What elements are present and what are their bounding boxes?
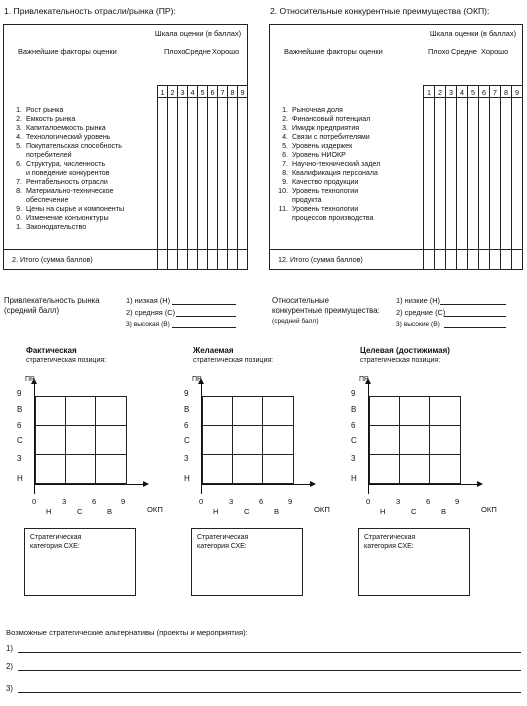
right-score-7: 7 xyxy=(490,86,501,98)
left-scale-header: Шкала оценки (в баллах) xyxy=(154,29,242,38)
right-score-2: 2 xyxy=(435,86,446,98)
left-score-column[interactable] xyxy=(228,98,238,250)
actual-x-level: Н xyxy=(46,507,52,516)
alternative-3-field[interactable] xyxy=(18,692,521,693)
right-factor-text: Финансовый потенциал xyxy=(292,114,371,123)
left-score-7: 7 xyxy=(218,86,228,98)
desired-position-subtitle: стратегическая позиция: xyxy=(193,357,274,364)
left-option-high: 3) высокая (В) xyxy=(126,321,170,328)
right-score-column[interactable] xyxy=(479,98,490,250)
actual-x-tick: 0 xyxy=(32,497,37,506)
right-factor-item xyxy=(274,196,423,205)
right-option-low-field[interactable] xyxy=(440,304,506,305)
right-factor-table xyxy=(269,24,523,270)
left-factor-text: Законодательство xyxy=(26,222,87,231)
desired-y-axis-label: ПР xyxy=(192,376,202,383)
right-total-cell[interactable] xyxy=(501,250,512,270)
desired-x-axis-label: ОКП xyxy=(314,505,330,514)
left-panel-title: 1. Привлекательность отрасли/рынка (ПР): xyxy=(4,6,176,16)
right-factors-header: Важнейшие факторы оценки xyxy=(284,47,383,56)
left-factor-item xyxy=(8,178,157,187)
right-factor-number xyxy=(274,196,292,205)
right-factor-text: Научно-технический задел xyxy=(292,159,381,168)
left-factor-text: Технологический уровень xyxy=(26,132,111,141)
left-factor-text: Емкость рынка xyxy=(26,114,76,123)
right-factor-item xyxy=(274,133,423,142)
alternative-2-field[interactable] xyxy=(18,670,521,671)
actual-grid-column-line xyxy=(95,397,96,483)
left-factor-number xyxy=(8,151,26,160)
left-score-4: 4 xyxy=(188,86,198,98)
left-total-cell[interactable] xyxy=(158,250,168,270)
right-score-4: 4 xyxy=(457,86,468,98)
left-average-label: Привлекательность рынка xyxy=(4,296,100,305)
right-score-column[interactable] xyxy=(424,98,435,250)
desired-position-grid[interactable] xyxy=(202,396,294,484)
left-factor-item xyxy=(8,106,157,115)
right-level-bad: Плохо xyxy=(428,47,450,56)
left-score-5: 5 xyxy=(198,86,208,98)
actual-x-level: В xyxy=(107,507,113,516)
left-score-2: 2 xyxy=(168,86,178,98)
left-factor-number: 9. xyxy=(16,204,22,213)
right-factor-number: 8. xyxy=(282,168,288,177)
alternatives-title: Возможные стратегические альтернативы (проекты и мероприятия): xyxy=(6,628,248,637)
left-level-mid: Средне xyxy=(185,47,211,56)
right-score-5: 5 xyxy=(468,86,479,98)
left-score-column[interactable] xyxy=(158,98,168,250)
left-factor-number xyxy=(8,169,26,178)
right-score-3: 3 xyxy=(446,86,457,98)
actual-position-subtitle: стратегическая позиция: xyxy=(26,357,107,364)
right-score-column[interactable] xyxy=(435,98,446,250)
alternative-3-label: 3) xyxy=(6,684,13,693)
actual-x-tick: 9 xyxy=(121,497,126,506)
target-x-level: С xyxy=(411,507,417,516)
left-factor-text: Цены на сырье и компоненты xyxy=(26,204,125,213)
left-factor-item xyxy=(8,160,157,169)
left-score-column[interactable] xyxy=(198,98,208,250)
left-level-bad: Плохо xyxy=(164,47,186,56)
left-factor-number: 7. xyxy=(16,177,22,186)
left-factor-number: 6. xyxy=(16,159,22,168)
right-score-9: 9 xyxy=(512,86,523,98)
right-score-column[interactable] xyxy=(457,98,468,250)
right-option-high: 3) высокие (В) xyxy=(396,321,440,328)
target-grid-column-line xyxy=(429,397,430,483)
actual-x-axis-label: ОКП xyxy=(147,505,163,514)
target-x-level: Н xyxy=(380,507,386,516)
target-x-axis xyxy=(368,484,478,485)
left-option-high-field[interactable] xyxy=(172,327,236,328)
left-option-mid: 2) средняя (С) xyxy=(126,308,176,317)
left-level-good: Хорошо xyxy=(212,47,240,56)
actual-grid-column-line xyxy=(65,397,66,483)
left-factor-item xyxy=(8,142,157,151)
right-factor-text: Рыночная доля xyxy=(292,105,343,114)
actual-position-grid[interactable] xyxy=(35,396,127,484)
left-score-8: 8 xyxy=(228,86,238,98)
actual-y-tick: 3 xyxy=(17,454,22,463)
desired-x-axis xyxy=(201,484,311,485)
right-total-cell[interactable] xyxy=(490,250,501,270)
left-score-column[interactable] xyxy=(188,98,198,250)
left-average-sublabel: (средний балл) xyxy=(4,306,60,315)
right-total-cell[interactable] xyxy=(424,250,435,270)
left-factor-text: Рост рынка xyxy=(26,105,64,114)
left-total-cell[interactable] xyxy=(168,250,178,270)
left-total-label xyxy=(4,250,158,270)
right-option-high-field[interactable] xyxy=(444,327,506,328)
right-average-label: Относительные xyxy=(272,296,329,305)
actual-y-axis-label: ПР xyxy=(25,376,35,383)
target-y-axis-label: ПР xyxy=(359,376,369,383)
left-score-column[interactable] xyxy=(218,98,228,250)
right-score-6: 6 xyxy=(479,86,490,98)
right-factor-number xyxy=(274,214,292,223)
right-option-mid-field[interactable] xyxy=(444,316,506,317)
left-factor-list xyxy=(4,98,157,232)
right-factor-item xyxy=(274,115,423,124)
desired-x-level: В xyxy=(274,507,280,516)
actual-position-title: Фактическая xyxy=(26,346,77,355)
target-y-tick: В xyxy=(351,405,357,414)
right-factor-item xyxy=(274,106,423,115)
right-panel-title: 2. Относительные конкурентные преимущества (ОКП): xyxy=(270,6,490,16)
actual-y-tick: В xyxy=(17,405,23,414)
right-factor-text: Уровень издержек xyxy=(292,141,353,150)
target-position-title: Целевая (достижимая) xyxy=(360,346,450,355)
left-factor-text: Материально-техническое xyxy=(26,186,114,195)
left-total-cell[interactable] xyxy=(238,250,248,270)
left-factor-number: 4. xyxy=(16,132,22,141)
target-grid-row-line xyxy=(370,454,460,455)
right-total-label xyxy=(270,250,424,270)
actual-y-tick: 6 xyxy=(17,421,22,430)
desired-x-tick: 3 xyxy=(229,497,234,506)
right-option-mid: 2) средние (С) xyxy=(396,308,446,317)
left-factor-item xyxy=(8,196,157,205)
right-factor-number: 4. xyxy=(282,132,288,141)
right-number-row xyxy=(270,86,523,98)
left-factor-item xyxy=(8,205,157,214)
right-factor-text: Уровень технологии xyxy=(292,204,359,213)
desired-grid-row-line xyxy=(203,454,293,455)
left-total-text: 2. Итого (сумма баллов) xyxy=(12,255,93,264)
left-factor-number: 2. xyxy=(16,114,22,123)
left-number-row xyxy=(4,86,248,98)
right-score-8: 8 xyxy=(501,86,512,98)
left-total-cell[interactable] xyxy=(198,250,208,270)
desired-x-tick: 6 xyxy=(259,497,264,506)
actual-y-tick: С xyxy=(17,436,23,445)
left-total-cell[interactable] xyxy=(178,250,188,270)
desired-x-tick: 9 xyxy=(288,497,293,506)
right-factor-text: Уровень НИОКР xyxy=(292,150,346,159)
right-level-mid: Средне xyxy=(451,47,477,56)
left-score-1: 1 xyxy=(158,86,168,98)
right-factor-item xyxy=(274,214,423,223)
left-factor-item xyxy=(8,151,157,160)
desired-grid-column-line xyxy=(232,397,233,483)
right-factor-number: 2. xyxy=(282,114,288,123)
right-level-good: Хорошо xyxy=(481,47,509,56)
right-factor-number: 5. xyxy=(282,141,288,150)
target-y-tick: 9 xyxy=(351,389,356,398)
right-score-column[interactable] xyxy=(512,98,523,250)
alternative-2-label: 2) xyxy=(6,662,13,671)
left-score-column[interactable] xyxy=(168,98,178,250)
left-factor-number: 5. xyxy=(16,141,22,150)
target-x-axis-label: ОКП xyxy=(481,505,497,514)
target-position-grid[interactable] xyxy=(369,396,461,484)
left-total-cell[interactable] xyxy=(218,250,228,270)
actual-y-tick: Н xyxy=(17,474,23,483)
left-score-9: 9 xyxy=(238,86,248,98)
actual-x-tick: 3 xyxy=(62,497,67,506)
right-factor-text: Уровень технологии xyxy=(292,186,359,195)
left-factor-item xyxy=(8,124,157,133)
right-total-cell[interactable] xyxy=(435,250,446,270)
target-y-tick: 6 xyxy=(351,421,356,430)
target-category-label: Стратегическая xyxy=(364,534,416,541)
right-factor-text: процессов производства xyxy=(292,213,374,222)
right-factor-number: 9. xyxy=(282,177,288,186)
right-factor-list xyxy=(270,98,423,223)
right-option-low: 1) низкие (Н) xyxy=(396,296,441,305)
left-score-6: 6 xyxy=(208,86,218,98)
target-category-label-2: категория СХЕ: xyxy=(364,543,414,550)
left-factor-text: Структура, численность xyxy=(26,159,106,168)
right-factor-text: Имидж предприятия xyxy=(292,123,360,132)
right-average-sublabel: (средний балл) xyxy=(272,318,319,325)
right-score-column[interactable] xyxy=(446,98,457,250)
right-factor-item xyxy=(274,205,423,214)
right-factor-item xyxy=(274,142,423,151)
right-factor-number: 7. xyxy=(282,159,288,168)
target-x-tick: 9 xyxy=(455,497,460,506)
left-total-cell[interactable] xyxy=(228,250,238,270)
right-factor-item xyxy=(274,160,423,169)
left-option-low: 1) низкая (Н) xyxy=(126,296,171,305)
left-total-cell[interactable] xyxy=(188,250,198,270)
target-y-tick: 3 xyxy=(351,454,356,463)
actual-x-tick: 6 xyxy=(92,497,97,506)
right-factor-item xyxy=(274,178,423,187)
actual-x-axis xyxy=(34,484,144,485)
right-score-column[interactable] xyxy=(490,98,501,250)
right-total-cell[interactable] xyxy=(457,250,468,270)
left-score-column[interactable] xyxy=(238,98,248,250)
right-total-cell[interactable] xyxy=(446,250,457,270)
right-factor-text: продукта xyxy=(292,195,322,204)
left-factor-item xyxy=(8,133,157,142)
desired-grid-column-line xyxy=(262,397,263,483)
target-x-level: В xyxy=(441,507,447,516)
desired-y-tick: С xyxy=(184,436,190,445)
right-factor-text: Квалификация персонала xyxy=(292,168,378,177)
target-x-tick: 6 xyxy=(426,497,431,506)
right-total-cell[interactable] xyxy=(468,250,479,270)
desired-category-label: Стратегическая xyxy=(197,534,249,541)
target-y-tick: С xyxy=(351,436,357,445)
right-score-column[interactable] xyxy=(468,98,479,250)
left-factor-text: Рентабельность отрасли xyxy=(26,177,108,186)
left-factor-number: 1. xyxy=(16,222,22,231)
target-y-tick: Н xyxy=(351,474,357,483)
right-factor-number: 6. xyxy=(282,150,288,159)
right-factor-text: Качество продукции xyxy=(292,177,359,186)
left-score-column[interactable] xyxy=(208,98,218,250)
left-factor-number: 3. xyxy=(16,123,22,132)
desired-x-tick: 0 xyxy=(199,497,204,506)
desired-grid-row-line xyxy=(203,425,293,426)
target-x-tick: 0 xyxy=(366,497,371,506)
left-option-low-field[interactable] xyxy=(172,304,236,305)
left-score-column[interactable] xyxy=(178,98,188,250)
right-factor-item xyxy=(274,187,423,196)
left-factor-text: и поведение конкурентов xyxy=(26,168,110,177)
right-factor-item xyxy=(274,151,423,160)
left-factor-number xyxy=(8,196,26,205)
left-score-3: 3 xyxy=(178,86,188,98)
left-factor-text: обеспечение xyxy=(26,195,69,204)
left-factor-number: 1. xyxy=(16,105,22,114)
actual-x-axis-arrow-icon xyxy=(143,481,149,487)
left-factor-table xyxy=(3,24,248,270)
left-factor-text: Капиталоемкость рынка xyxy=(26,123,106,132)
target-grid-column-line xyxy=(399,397,400,483)
target-position-subtitle: стратегическая позиция: xyxy=(360,357,441,364)
left-factor-item xyxy=(8,169,157,178)
desired-x-level: Н xyxy=(213,507,219,516)
right-factor-number: 10. xyxy=(278,186,288,195)
left-factor-item xyxy=(8,187,157,196)
right-factor-number: 11. xyxy=(278,204,288,213)
actual-category-label-2: категория СХЕ: xyxy=(30,543,80,550)
actual-category-label: Стратегическая xyxy=(30,534,82,541)
desired-y-tick: В xyxy=(184,405,190,414)
right-factor-number: 1. xyxy=(282,105,288,114)
right-score-1: 1 xyxy=(424,86,435,98)
target-grid-row-line xyxy=(370,425,460,426)
right-factor-number: 3. xyxy=(282,123,288,132)
desired-y-tick: 9 xyxy=(184,389,189,398)
right-factor-item xyxy=(274,169,423,178)
desired-x-level: С xyxy=(244,507,250,516)
right-scale-header: Шкала оценки (в баллах) xyxy=(429,29,517,38)
target-x-axis-arrow-icon xyxy=(477,481,483,487)
right-total-text: 12. Итого (сумма баллов) xyxy=(278,255,363,264)
right-factor-item xyxy=(274,124,423,133)
desired-y-tick: Н xyxy=(184,474,190,483)
left-factor-number: 0. xyxy=(16,213,22,222)
right-average-label-2: конкурентные преимущества: xyxy=(272,306,380,315)
left-option-mid-field[interactable] xyxy=(176,316,236,317)
actual-grid-row-line xyxy=(36,454,126,455)
actual-x-level: С xyxy=(77,507,83,516)
left-factor-number: 8. xyxy=(16,186,22,195)
left-factors-header: Важнейшие факторы оценки xyxy=(18,47,117,56)
left-factor-item xyxy=(8,214,157,223)
right-score-column[interactable] xyxy=(501,98,512,250)
alternative-1-field[interactable] xyxy=(18,652,521,653)
actual-grid-row-line xyxy=(36,425,126,426)
left-total-cell[interactable] xyxy=(208,250,218,270)
left-factor-item xyxy=(8,115,157,124)
actual-y-tick: 9 xyxy=(17,389,22,398)
desired-x-axis-arrow-icon xyxy=(310,481,316,487)
left-factor-item xyxy=(8,223,157,232)
left-factor-text: потребителей xyxy=(26,150,72,159)
left-factor-text: Покупательская способность xyxy=(26,141,123,150)
right-total-cell[interactable] xyxy=(512,250,523,270)
target-x-tick: 3 xyxy=(396,497,401,506)
right-total-cell[interactable] xyxy=(479,250,490,270)
alternative-1-label: 1) xyxy=(6,644,13,653)
desired-y-tick: 3 xyxy=(184,454,189,463)
right-factor-text: Связи с потребителями xyxy=(292,132,370,141)
desired-position-title: Желаемая xyxy=(193,346,234,355)
left-factor-text: Изменение конъюнктуры xyxy=(26,213,109,222)
desired-category-label-2: категория СХЕ: xyxy=(197,543,247,550)
desired-y-tick: 6 xyxy=(184,421,189,430)
